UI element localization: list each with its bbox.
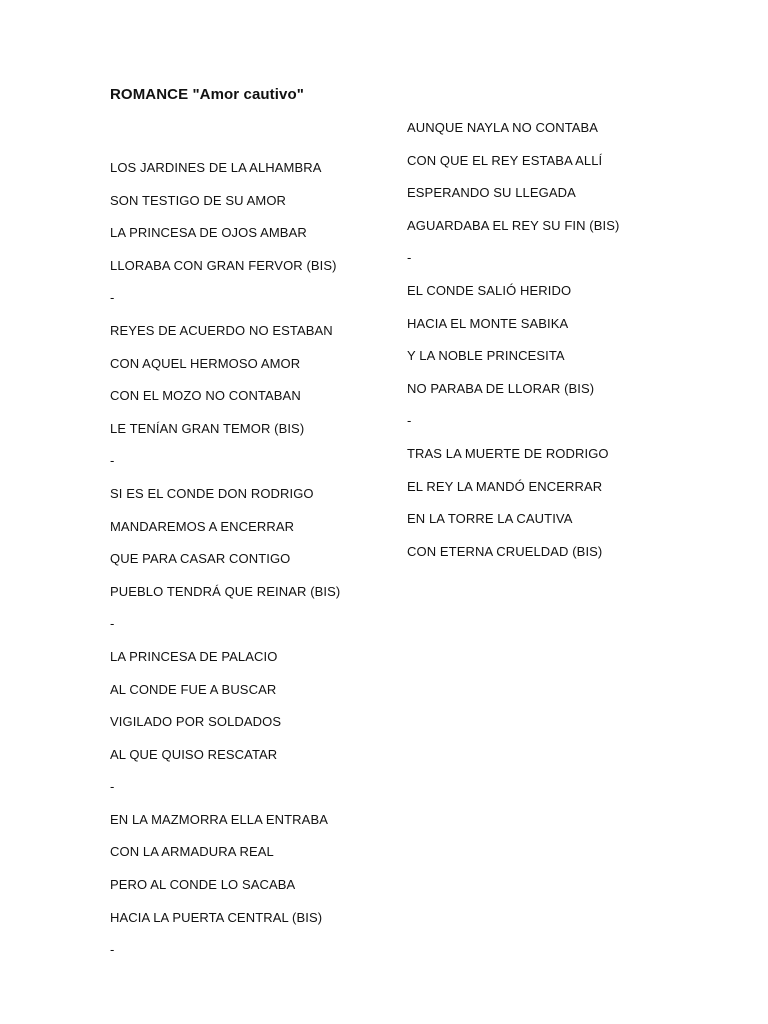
lyric-line: AL CONDE FUE A BUSCAR — [110, 681, 277, 697]
lyric-line: TRAS LA MUERTE DE RODRIGO — [407, 445, 609, 461]
lyric-line: - — [407, 413, 412, 429]
lyric-line: PUEBLO TENDRÁ QUE REINAR (BIS) — [110, 583, 341, 599]
lyric-line: CON LA ARMADURA REAL — [110, 844, 274, 860]
lyric-line: CON EL MOZO NO CONTABAN — [110, 388, 301, 404]
document-title: ROMANCE "Amor cautivo" — [110, 86, 304, 103]
lyric-line: - — [110, 942, 115, 958]
lyric-line: SON TESTIGO DE SU AMOR — [110, 192, 287, 208]
lyric-line: - — [110, 779, 115, 795]
lyric-line: - — [407, 250, 412, 266]
lyric-line: AL QUE QUISO RESCATAR — [110, 746, 278, 762]
lyric-line: SI ES EL CONDE DON RODRIGO — [110, 485, 314, 501]
lyric-line: HACIA EL MONTE SABIKA — [407, 315, 569, 331]
lyric-line: AUNQUE NAYLA NO CONTABA — [407, 120, 599, 135]
lyric-line: LA PRINCESA DE OJOS AMBAR — [110, 225, 307, 241]
lyrics-right-column — [407, 119, 619, 575]
lyric-line: CON AQUEL HERMOSO AMOR — [110, 355, 301, 371]
lyric-line: Y LA NOBLE PRINCESITA — [407, 348, 565, 364]
lyric-line: EL REY LA MANDÓ ENCERRAR — [407, 478, 603, 494]
lyric-line: CON ETERNA CRUELDAD (BIS) — [407, 543, 603, 559]
lyric-line: PERO AL CONDE LO SACABA — [110, 877, 296, 893]
lyric-line: EN LA TORRE LA CAUTIVA — [407, 511, 573, 527]
lyric-line: EN LA MAZMORRA ELLA ENTRABA — [110, 811, 328, 827]
lyrics-left-column — [110, 159, 340, 974]
lyric-line: LE TENÍAN GRAN TEMOR (BIS) — [110, 420, 305, 436]
lyric-line: VIGILADO POR SOLDADOS — [110, 714, 282, 730]
lyric-line: MANDAREMOS A ENCERRAR — [110, 518, 295, 534]
lyric-line: EL CONDE SALIÓ HERIDO — [407, 282, 572, 298]
lyric-line: - — [110, 616, 115, 632]
lyric-line: LA PRINCESA DE PALACIO — [110, 648, 278, 664]
lyric-line: LLORABA CON GRAN FERVOR (BIS) — [110, 257, 337, 273]
lyric-line: HACIA LA PUERTA CENTRAL (BIS) — [110, 909, 323, 925]
lyric-line: LOS JARDINES DE LA ALHAMBRA — [110, 160, 322, 175]
lyric-line: CON QUE EL REY ESTABA ALLÍ — [407, 152, 603, 168]
lyric-line: NO PARABA DE LLORAR (BIS) — [407, 380, 595, 396]
lyric-line: ESPERANDO SU LLEGADA — [407, 185, 576, 201]
lyric-line: QUE PARA CASAR CONTIGO — [110, 551, 291, 567]
lyric-line: REYES DE ACUERDO NO ESTABAN — [110, 322, 333, 338]
lyric-line: - — [110, 290, 115, 306]
lyric-line: AGUARDABA EL REY SU FIN (BIS) — [407, 217, 620, 233]
lyric-line: - — [110, 453, 115, 469]
